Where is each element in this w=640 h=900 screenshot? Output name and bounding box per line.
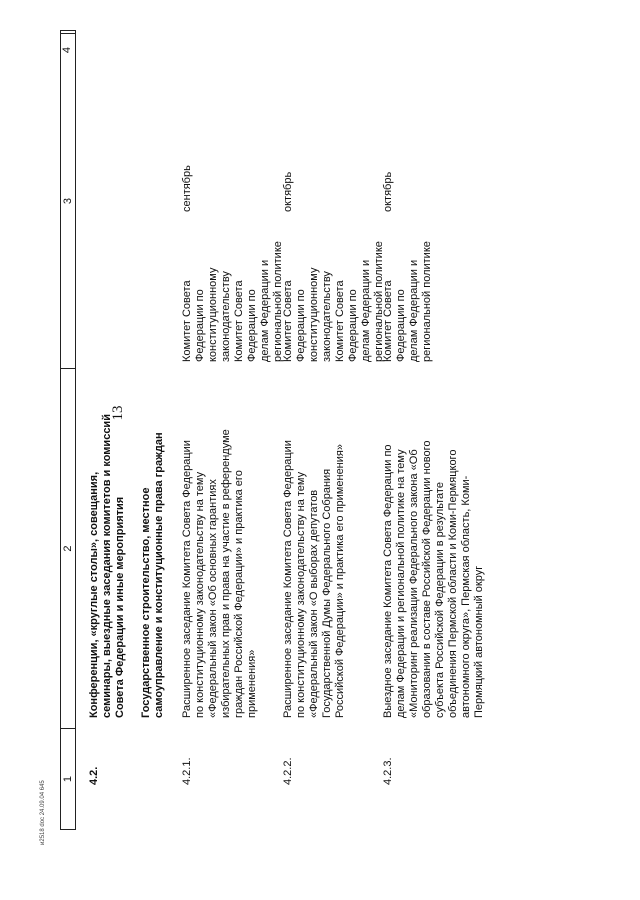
row-text: [282, 373, 347, 718]
row-text-line: Расширенное заседание Комитета Совета Федерации: [181, 440, 193, 718]
section-title-line: семинары, выездные заседания комитетов и комиссий: [101, 414, 113, 718]
row-text: [181, 373, 259, 718]
rotated-document-body: [60, 30, 560, 830]
row-executor-line: Комитет Совета Федерации по: [233, 280, 258, 362]
row-text-line: образовании в составе Российской Федерации нового: [421, 440, 433, 718]
row-number: 4.2.2.: [282, 757, 294, 785]
row-executor-line: конституционному: [308, 267, 320, 362]
row-date: октябрь: [282, 171, 294, 212]
row-executor-line: Комитет Совета Федерации по: [181, 280, 206, 362]
section-number: 4.2.: [88, 766, 100, 785]
header-col-4: 4: [61, 46, 73, 54]
row-executor-line: Комитет Совета Федерации по: [282, 280, 307, 362]
page-number: 13: [110, 405, 126, 421]
section-title-line: Конференции, «круглые столы», совещания,: [88, 471, 100, 718]
row-date: октябрь: [382, 171, 394, 212]
row-text-line: субъекта Российской Федерации в результате: [434, 482, 446, 718]
row-text-line: применения»: [246, 649, 258, 718]
document-stamp: и2518 doc 24.09.04 645: [40, 780, 46, 845]
row-text: [382, 373, 486, 718]
row-executor-line: региональной политике: [272, 241, 284, 362]
row-text-line: по конституционному законодательству на тему: [295, 471, 307, 718]
row-executor: [282, 224, 386, 362]
table-header: [60, 30, 76, 830]
row-text-line: избирательных прав и права на участие в референдуме: [220, 429, 232, 718]
row-executor-line: делам Федерации и: [360, 259, 372, 362]
header-col-3: 3: [61, 34, 75, 369]
row-text-line: «Федеральный закон «О выборах депутатов: [308, 489, 320, 718]
row-executor-line: законодательству: [220, 271, 232, 362]
header-col-2: 2: [61, 369, 75, 729]
row-executor-line: региональной политике: [421, 241, 433, 362]
row-text-line: «Федеральный закон «Об основных гарантиях: [207, 479, 219, 718]
row-text-line: автономного округа», Пермская область, Коми-: [460, 475, 472, 718]
section-subtitle: [140, 378, 166, 718]
row-text-line: объединения Пермской области и Коми-Пермяцкого: [447, 449, 459, 718]
row-executor: [382, 224, 434, 362]
row-executor-line: конституционному: [207, 267, 219, 362]
row-text-line: Выездное заседание Комитета Совета Федерации по: [382, 444, 394, 718]
row-text-line: делам Федерации и региональной политике на тему: [395, 449, 407, 718]
section-subtitle-line: Государственное строительство, местное: [140, 487, 152, 718]
row-text-line: граждан Российской Федерации» и практика его: [233, 470, 245, 718]
row-number: 4.2.1.: [181, 757, 193, 785]
row-text-line: Расширенное заседание Комитета Совета Федерации: [282, 440, 294, 718]
row-executor-line: делам Федерации и: [259, 259, 271, 362]
row-executor-line: Комитет Совета Федерации по: [334, 280, 359, 362]
section-title: [88, 378, 127, 718]
row-text-line: Российской Федерации» и практика его применения»: [334, 444, 346, 718]
row-executor-line: Комитет Совета Федерации по: [382, 280, 407, 362]
section-subtitle-line: самоуправление и конституционные права граждан: [153, 432, 165, 718]
row-executor-line: законодательству: [321, 271, 333, 362]
row-number: 4.2.3.: [382, 757, 394, 785]
row-executor-line: делам Федерации и: [408, 259, 420, 362]
row-executor-line: региональной политике: [373, 241, 385, 362]
row-executor: [181, 224, 285, 362]
section-title-line: Совета Федерации и иные мероприятия: [114, 496, 126, 718]
row-text-line: Государственной Думы Федерального Собрания: [321, 468, 333, 718]
header-col-1: 1: [62, 775, 74, 783]
row-text-line: по конституционному законодательству на тему: [194, 471, 206, 718]
row-date: сентябрь: [181, 165, 193, 212]
row-text-line: Пермяцкий автономный округ: [473, 565, 485, 718]
row-text-line: «Мониторинг реализации Федерального закона «Об: [408, 449, 420, 718]
